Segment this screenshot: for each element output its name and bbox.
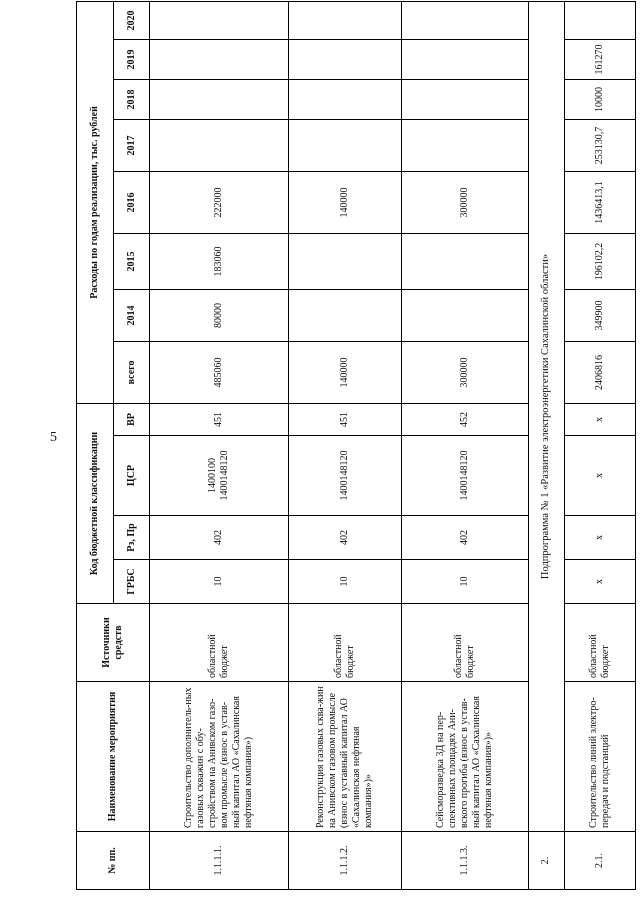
row-2018 xyxy=(401,79,528,119)
row-source: областной бюджет xyxy=(565,604,636,682)
row-name: Строительство дополнитель-ных газовых скважин с обу-стройством на Анивском газо-вом промысле (взнос в устав-ный капитал АО «Сахалинская нефтяная компания») xyxy=(150,682,288,832)
row-num: 1.1.1.3. xyxy=(401,832,528,890)
row-2015 xyxy=(288,233,401,289)
budget-table xyxy=(76,1,636,890)
row-2019: 161270 xyxy=(565,39,636,79)
page-number: 5 xyxy=(50,430,57,445)
row-2014 xyxy=(288,289,401,341)
row-2020 xyxy=(288,1,401,39)
row-source: областной бюджет xyxy=(288,604,401,682)
row-2017 xyxy=(401,119,528,171)
row-rzpr: 402 xyxy=(150,516,288,560)
table-row xyxy=(565,1,636,889)
header-name: Наименование мероприятия xyxy=(77,682,150,832)
header-grbs: ГРБС xyxy=(113,560,150,604)
header-vr: ВР xyxy=(113,403,150,435)
subprogram-row xyxy=(528,1,565,889)
row-rzpr: x xyxy=(565,516,636,560)
row-vr: 451 xyxy=(288,403,401,435)
row-total: 485060 xyxy=(150,341,288,403)
header-num: № пп. xyxy=(77,832,150,890)
row-rzpr: 402 xyxy=(401,516,528,560)
row-total: 140000 xyxy=(288,341,401,403)
row-grbs: 10 xyxy=(401,560,528,604)
row-2015: 196102,2 xyxy=(565,233,636,289)
row-2020 xyxy=(565,1,636,39)
row-2016: 222000 xyxy=(150,171,288,233)
row-grbs: 10 xyxy=(150,560,288,604)
row-2019 xyxy=(150,39,288,79)
row-2017: 253130,7 xyxy=(565,119,636,171)
row-source: областной бюджет xyxy=(150,604,288,682)
row-csr: 1400148120 xyxy=(401,436,528,516)
header-2017: 2017 xyxy=(113,119,150,171)
header-rzpr: Рз, Пр xyxy=(113,516,150,560)
row-2016: 140000 xyxy=(288,171,401,233)
row-vr: x xyxy=(565,403,636,435)
row-2016: 300000 xyxy=(401,171,528,233)
subprogram-title: Подпрограмма № 1 «Развитие электроэнергетики Сахалинской области» xyxy=(528,1,565,831)
row-total: 300000 xyxy=(401,341,528,403)
row-num: 2.1. xyxy=(565,832,636,890)
row-2017 xyxy=(150,119,288,171)
row-2019 xyxy=(288,39,401,79)
row-2015 xyxy=(401,233,528,289)
row-name: Сейсморазведка 3Д на пер-спективных площадях Ани-вского прогиба (взнос в устав-ный капитал АО «Сахалинская нефтяная компания»)» xyxy=(401,682,528,832)
row-2019 xyxy=(401,39,528,79)
row-2016: 1436413,1 xyxy=(565,171,636,233)
header-sources: Источники средств xyxy=(77,604,150,682)
row-num: 1.1.1.2. xyxy=(288,832,401,890)
row-vr: 451 xyxy=(150,403,288,435)
row-name: Реконструкция газовых сква-жин на Анивском газовом промысле (взнос в уставный капитал АО «Сахалинская нефтяная компания»)» xyxy=(288,682,401,832)
row-csr: 1400148120 xyxy=(288,436,401,516)
row-csr: 1400100 1400148120 xyxy=(150,436,288,516)
subprogram-num: 2. xyxy=(528,832,565,890)
header-expenses: Расходы по годам реализации, тыс. рублей xyxy=(77,1,114,403)
rotated-table-container xyxy=(76,10,636,890)
header-csr: ЦСР xyxy=(113,436,150,516)
header-2015: 2015 xyxy=(113,233,150,289)
header-2019: 2019 xyxy=(113,39,150,79)
row-grbs: 10 xyxy=(288,560,401,604)
header-2014: 2014 xyxy=(113,289,150,341)
row-2018 xyxy=(288,79,401,119)
row-2015: 183060 xyxy=(150,233,288,289)
header-2016: 2016 xyxy=(113,171,150,233)
header-2020: 2020 xyxy=(113,1,150,39)
row-2017 xyxy=(288,119,401,171)
row-csr: x xyxy=(565,436,636,516)
row-rzpr: 402 xyxy=(288,516,401,560)
row-source: областной бюджет xyxy=(401,604,528,682)
row-2020 xyxy=(150,1,288,39)
row-num: 1.1.1.1. xyxy=(150,832,288,890)
table-row xyxy=(150,1,288,889)
header-total: всего xyxy=(113,341,150,403)
row-2014: 80000 xyxy=(150,289,288,341)
header-2018: 2018 xyxy=(113,79,150,119)
header-budget-code: Код бюджетной классификации xyxy=(77,403,114,603)
row-vr: 452 xyxy=(401,403,528,435)
table-row xyxy=(401,1,528,889)
row-2020 xyxy=(401,1,528,39)
row-2014 xyxy=(401,289,528,341)
row-2018: 10000 xyxy=(565,79,636,119)
row-total: 2406816 xyxy=(565,341,636,403)
row-grbs: x xyxy=(565,560,636,604)
table-row xyxy=(288,1,401,889)
row-name: Строительство линий электро-передач и подстанций xyxy=(565,682,636,832)
row-2018 xyxy=(150,79,288,119)
row-2014: 349900 xyxy=(565,289,636,341)
